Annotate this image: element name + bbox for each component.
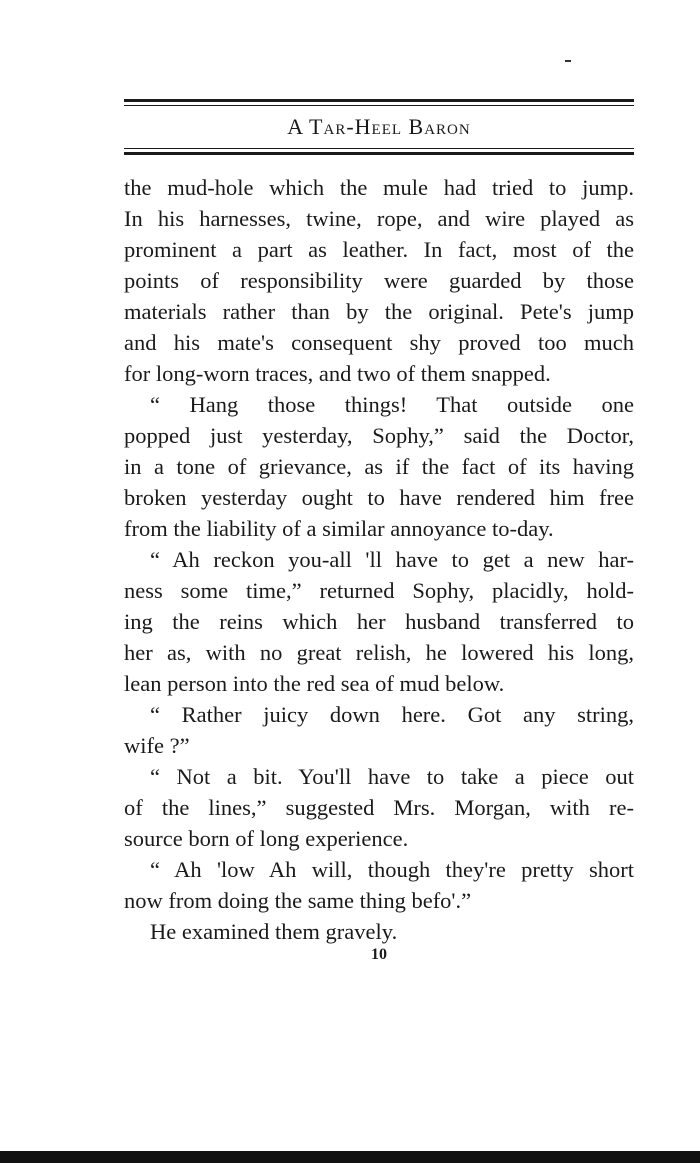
text-line: now from doing the same thing befo'.” xyxy=(124,888,472,913)
page-number: 10 xyxy=(371,946,387,963)
text-line: points of responsibility were guarded by those xyxy=(124,268,634,293)
header-rule-bottom-thin xyxy=(124,148,634,149)
text-line: “ Not a bit. You'll have to take a piece out xyxy=(150,764,634,789)
text-line: popped just yesterday, Sophy,” said the Doctor, xyxy=(124,423,634,448)
text-line: in a tone of grievance, as if the fact of its having xyxy=(124,454,634,479)
text-line: “ Hang those things! That outside one xyxy=(150,392,634,417)
text-line: “ Ah reckon you-all 'll have to get a new har- xyxy=(150,547,634,572)
text-line: ness some time,” returned Sophy, placidly, hold- xyxy=(124,578,634,603)
text-line: lean person into the red sea of mud below. xyxy=(124,671,505,696)
text-line: source born of long experience. xyxy=(124,826,409,851)
text-line: for long-worn traces, and two of them snapped. xyxy=(124,361,551,386)
ink-speck xyxy=(565,60,571,62)
text-line: of the lines,” suggested Mrs. Morgan, with re- xyxy=(124,795,634,820)
header-rule-top-thin xyxy=(124,105,634,106)
text-line: from the liability of a similar annoyance to-day. xyxy=(124,516,554,541)
header-rule-bottom xyxy=(124,152,634,155)
text-line: “ Ah 'low Ah will, though they're pretty short xyxy=(150,857,634,882)
page-edge-shadow xyxy=(692,1000,700,1150)
page-bottom-edge xyxy=(0,1151,700,1163)
running-head: A Tar-Heel Baron xyxy=(287,114,471,139)
text-line: He examined them gravely. xyxy=(150,919,398,944)
text-line: wife ?” xyxy=(124,733,190,758)
text-line: her as, with no great relish, he lowered his long, xyxy=(124,640,634,665)
text-line: the mud-hole which the mule had tried to jump. xyxy=(124,175,634,200)
text-line: “ Rather juicy down here. Got any string, xyxy=(150,702,634,727)
text-line: prominent a part as leather. In fact, most of the xyxy=(124,237,634,262)
text-line: and his mate's consequent shy proved too much xyxy=(124,330,634,355)
body-text xyxy=(124,172,634,947)
header-rule-top xyxy=(124,99,634,102)
text-line: ing the reins which her husband transferred to xyxy=(124,609,634,634)
text-line: materials rather than by the original. Pete's jump xyxy=(124,299,634,324)
text-line: In his harnesses, twine, rope, and wire played as xyxy=(124,206,634,231)
text-line: broken yesterday ought to have rendered him free xyxy=(124,485,634,510)
